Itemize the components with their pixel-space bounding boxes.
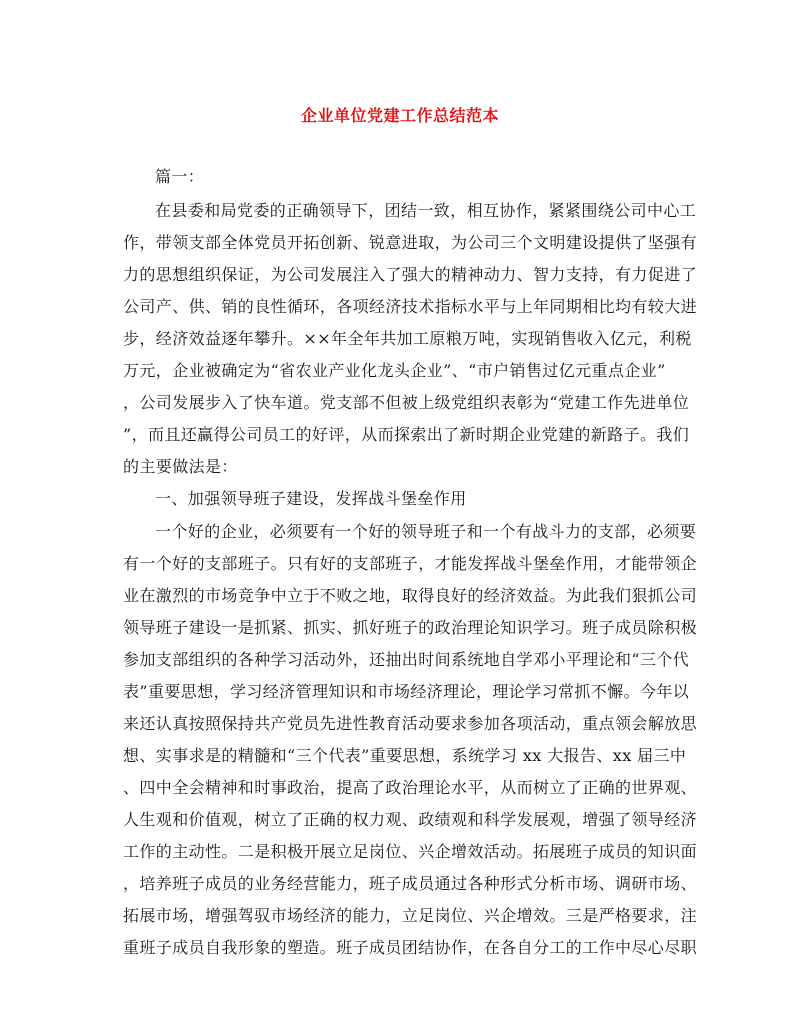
paragraph-line: 表”重要思想，学习经济管理知识和市场经济理论，理论学习常抓不懈。今年以 (123, 682, 690, 701)
paragraph-line: 来还认真按照保持共产党员先进性教育活动要求参加各项活动，重点领会解放思 (123, 714, 698, 733)
section-heading: 一、加强领导班子建设，发挥战斗堡垒作用 (155, 489, 467, 508)
paragraph-line: 业在激烈的市场竞争中立于不败之地，取得良好的经济效益。为此我们狠抓公司 (123, 586, 698, 605)
paragraph-line: 人生观和价值观，树立了正确的权力观、政绩观和科学发展观，增强了领导经济 (123, 810, 698, 829)
paragraph-line: 重班子成员自我形象的塑造。班子成员团结协作，在各自分工的工作中尽心尽职 (123, 938, 698, 957)
paragraph-line: ”，而且还赢得公司员工的好评，从而探索出了新时期企业党建的新路子。我们 (123, 425, 690, 444)
paragraph-line: 拓展市场，增强驾驭市场经济的能力，立足岗位、兴企增效。三是严格要求，注 (123, 906, 698, 925)
paragraph-line: 工作的主动性。二是积极开展立足岗位、兴企增效活动。拓展班子成员的知识面 (123, 842, 698, 861)
paragraph-line: ，培养班子成员的业务经营能力，班子成员通过各种形式分析市场、调研市场、 (123, 874, 698, 893)
paragraph-line: 力的思想组织保证，为公司发展注入了强大的精神动力、智力支持，有力促进了 (123, 265, 698, 284)
paragraph-line: 一个好的企业，必须要有一个好的领导班子和一个有战斗力的支部，必须要 (155, 522, 697, 541)
paragraph-line: 作，带领支部全体党员开拓创新、锐意进取，为公司三个文明建设提供了坚强有 (123, 233, 698, 252)
document-title: 企业单位党建工作总结范本 (300, 106, 499, 125)
paragraph-line: 有一个好的支部班子。只有好的支部班子，才能发挥战斗堡垒作用，才能带领企 (123, 554, 698, 573)
paragraph-line: ，公司发展步入了快车道。党支部不但被上级党组织表彰为“党建工作先进单位 (123, 393, 690, 412)
paragraph-line: 的主要做法是： (123, 457, 238, 476)
paragraph-line: 领导班子建设一是抓紧、抓实、抓好班子的政治理论知识学习。班子成员除积极 (123, 618, 698, 637)
paragraph-line: 步，经济效益逐年攀升。××年全年共加工原粮万吨，实现销售收入亿元，利税 (123, 329, 692, 348)
paragraph-line: 、四中全会精神和时事政治，提高了政治理论水平，从而树立了正确的世界观、 (123, 778, 698, 797)
paragraph-line: 参加支部组织的各种学习活动外，还抽出时间系统地自学邓小平理论和“三个代 (123, 650, 690, 669)
paragraph-line: 想、实事求是的精髓和“三个代表”重要思想，系统学习 xx 大报告、xx 届三中 (123, 746, 687, 765)
section-label: 篇一： (155, 167, 205, 186)
paragraph-line: 万元，企业被确定为“省农业产业化龙头企业”、“市户销售过亿元重点企业” (123, 361, 666, 380)
paragraph-line: 在县委和局党委的正确领导下，团结一致，相互协作，紧紧围绕公司中心工 (155, 201, 697, 220)
paragraph-line: 公司产、供、销的良性循环，各项经济技术指标水平与上年同期相比均有较大进 (123, 297, 698, 316)
